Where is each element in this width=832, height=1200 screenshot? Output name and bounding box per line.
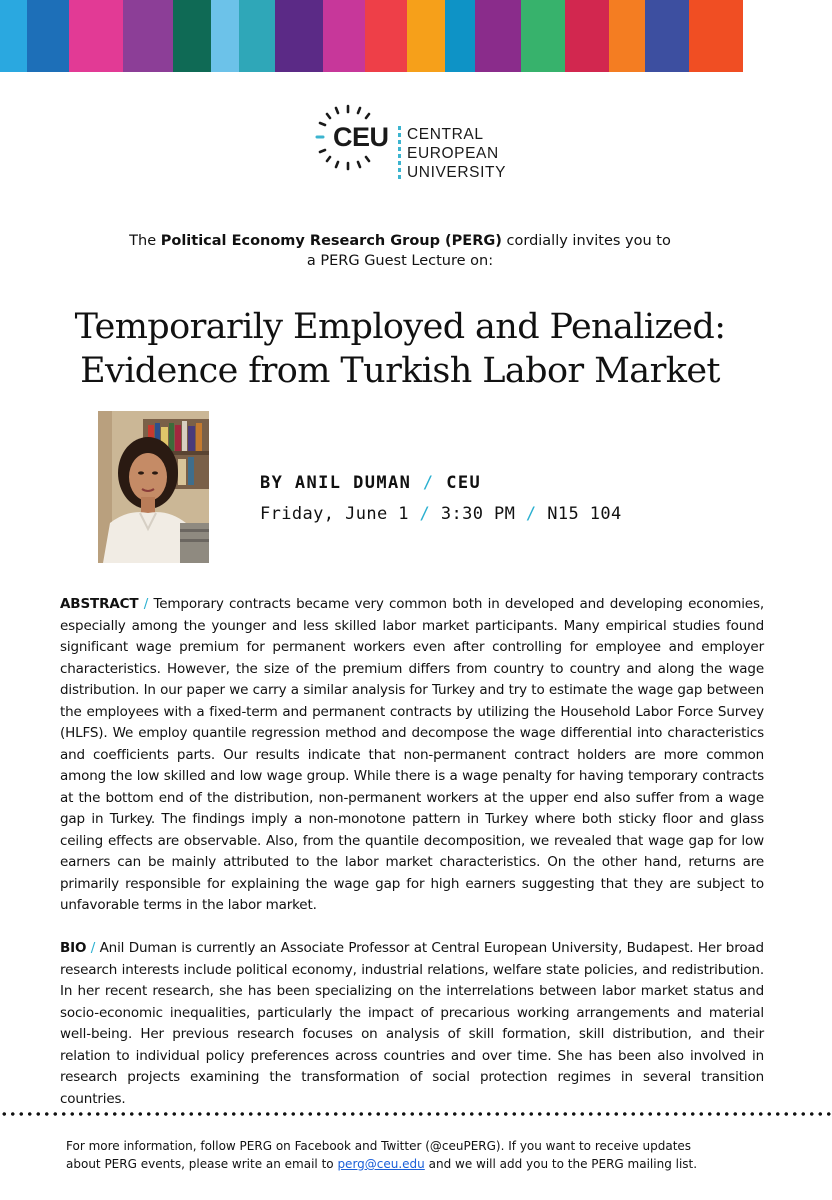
band-stripe <box>0 0 27 72</box>
speaker-info <box>260 470 622 528</box>
logo-mark-text: CEU <box>333 122 389 152</box>
abstract-label: ABSTRACT <box>60 596 139 612</box>
invitation-line-1: The Political Economy Research Group (PERG) cordially invites you to <box>129 233 671 249</box>
band-stripe <box>689 0 743 72</box>
logo-line-2: EUROPEAN <box>407 145 499 162</box>
band-stripe <box>323 0 365 72</box>
event-date: Friday, June 1 <box>260 504 409 524</box>
university-name <box>407 125 506 182</box>
event-details: Friday, June 1 / 3:30 PM / N15 104 <box>260 504 622 524</box>
band-stripe <box>275 0 323 72</box>
abstract-text: Temporary contracts became very common both in developed and developing economies, especially among the younger and less skilled labor market participants. Many empirical studies found significant wage premium for permanent workers even after controlling for employee and employer characteristics. However, the size of the premium differs from country to country and along the wage distribution. In our paper we carry a similar analysis for Turkey and try to estimate the wage gap between the employees with a fixed-term and permanent contracts by utilizing the Household Labor Force Survey (HLFS). We employ quantile regression method and decompose the wage differential into characteristics and coefficients parts. Our results indicate that non-permanent contract holders are more common among the low skilled and low wage group. While there is a wage penalty for having temporary contracts at the bottom end of the distribution, non-permanent workers at the upper end also suffer from a wage gap in Turkey. The findings imply a non-monotone pattern in Turkey where both sticky floor and glass ceiling effects are observable. Also, from the quantile decomposition, we revealed that wage gap for low earners can be mainly attributed to the labor market characteristics. On the other hand, returns are primarily responsible for explaining the wage gap for high earners suggesting that they are subject to unfavorable terms in the labor market. <box>60 596 764 913</box>
bio-label: BIO <box>60 940 87 956</box>
ceu-logo <box>300 100 520 190</box>
email-link[interactable]: perg@ceu.edu <box>337 1157 425 1171</box>
band-stripe <box>645 0 689 72</box>
band-stripe <box>445 0 475 72</box>
abstract-section: ABSTRACT / Temporary contracts became very common both in developed and developing economies, especially among the younger and less skilled labor market participants. Many empirical studies found significant wage premium for permanent workers even after controlling for employee and employer characteristics. However, the size of the premium differs from country to country and along the wage distribution. In our paper we carry a similar analysis for Turkey and try to estimate the wage gap between the employees with a fixed-term and permanent contracts by utilizing the Household Labor Force Survey (HLFS). We employ quantile regression method and decompose the wage differential into characteristics and coefficients parts. Our results indicate that non-permanent contract holders are more common among the low skilled and low wage group. While there is a wage penalty for having temporary contracts at the bottom end of the distribution, non-permanent workers at the upper end also suffer from a wage gap in Turkey. The findings imply a non-monotone pattern in Turkey where both sticky floor and glass ceiling effects are observable. Also, from the quantile decomposition, we revealed that wage gap for low earners can be mainly attributed to the labor market characteristics. On the other hand, returns are primarily responsible for explaining the wage gap for high earners suggesting that they are subject to unfavorable terms in the labor market. <box>60 596 764 913</box>
band-stripe <box>123 0 173 72</box>
band-stripe <box>173 0 211 72</box>
invitation-text <box>100 231 700 271</box>
event-time: 3:30 PM <box>440 504 516 524</box>
speaker-photo <box>98 411 209 563</box>
logo-line-3: UNIVERSITY <box>407 164 507 181</box>
title-line-2: Evidence from Turkish Labor Market <box>80 351 720 391</box>
logo-line-1: CENTRAL <box>407 126 484 143</box>
invitation-line-2: a PERG Guest Lecture on: <box>306 253 494 269</box>
band-stripe <box>27 0 69 72</box>
org-name: Political Economy Research Group (PERG) <box>160 233 502 249</box>
band-stripe <box>69 0 123 72</box>
band-stripe <box>365 0 407 72</box>
speaker-name-line: BY ANIL DUMAN / CEU <box>260 473 482 493</box>
footer-info <box>66 1137 766 1173</box>
speaker-name: BY ANIL DUMAN <box>260 473 412 493</box>
speaker-affiliation: CEU <box>446 473 482 493</box>
band-stripe <box>239 0 275 72</box>
event-room: N15 104 <box>547 504 622 524</box>
band-stripe <box>521 0 565 72</box>
dotted-separator <box>0 1112 832 1116</box>
band-stripe <box>475 0 521 72</box>
bio-section: BIO / Anil Duman is currently an Associate Professor at Central European University, Budapest. Her broad research interests include political economy, industrial relations, welfare state policies, and redistribution. In her recent research, she has been specializing on the interrelations between labor market status and socio-economic inequalities, particularly the impact of precarious working arrangements and material well-being. Her previous research focuses on analysis of skill formation, skill distribution, and their relation to individual policy preferences across countries and over time. She has been also involved in research projects examining the transformation of social protection regimes in several transition countries. <box>60 940 764 1107</box>
band-stripe <box>565 0 609 72</box>
band-stripe <box>609 0 645 72</box>
footer-line-1: For more information, follow PERG on Facebook and Twitter (@ceuPERG). If you want to receive updates <box>66 1139 692 1153</box>
logo-divider <box>398 126 401 184</box>
band-stripe <box>407 0 445 72</box>
title-line-1: Temporarily Employed and Penalized: <box>74 307 726 347</box>
band-stripe <box>211 0 239 72</box>
footer-line-2: about PERG events, please write an email to perg@ceu.edu and we will add you to the PERG mailing list. <box>66 1157 698 1171</box>
lecture-title <box>30 305 770 393</box>
bio-text: Anil Duman is currently an Associate Professor at Central European University, Budapest. Her broad research interests include political economy, industrial relations, welfare state policies, and redistribution. In her recent research, she has been specializing on the interrelations between labor market status and socio-economic inequalities, particularly the impact of precarious working arrangements and material well-being. Her previous research focuses on analysis of skill formation, skill distribution, and their relation to individual policy preferences across countries and over time. She has been also involved in research projects examining the transformation of social protection regimes in several transition countries. <box>60 940 764 1107</box>
color-band <box>0 0 832 72</box>
